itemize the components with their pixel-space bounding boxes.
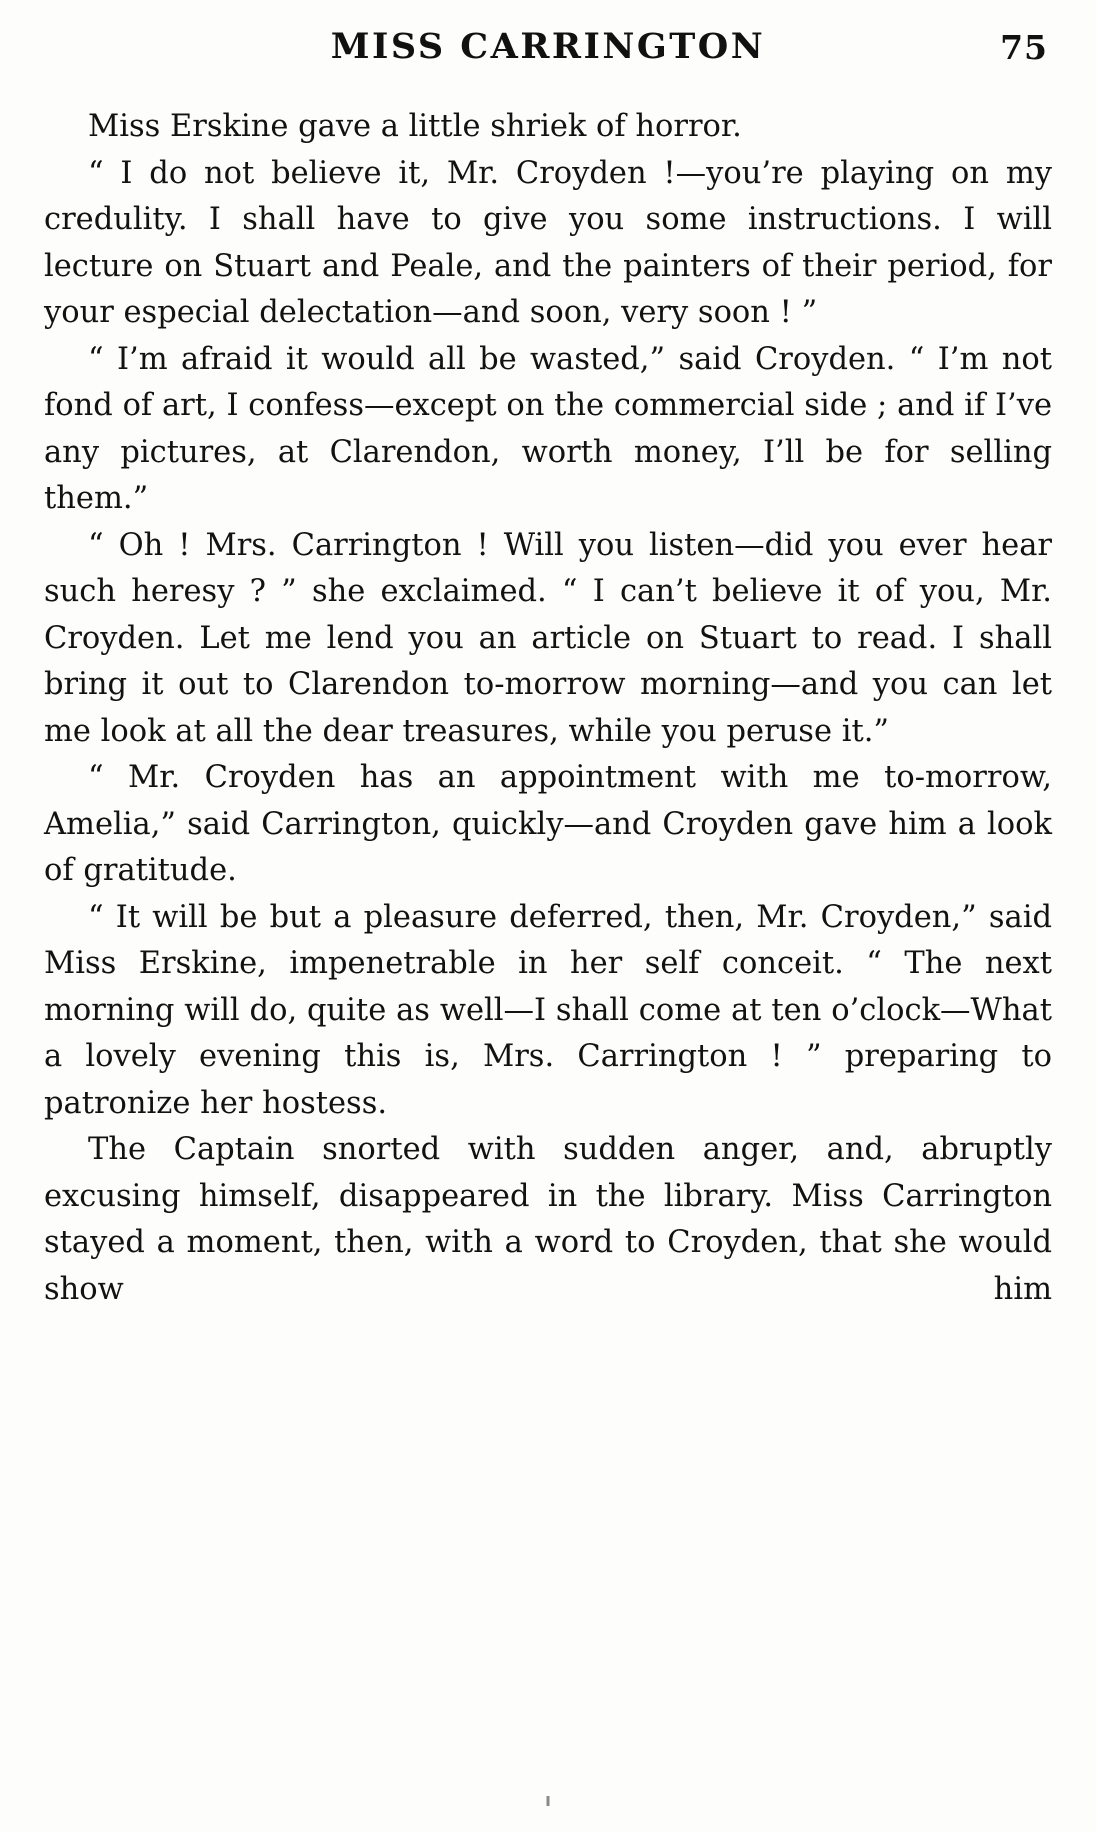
paragraph: “ I do not believe it, Mr. Croyden !—you’re playing on my credulity. I shall have to give you some instructions. I will lecture on Stuart and Peale, and the painters of their period, for your especial delectation—and soon, very soon ! ”: [44, 155, 1052, 330]
body-text: [44, 104, 1052, 1313]
paragraph: “ Oh ! Mrs. Carrington ! Will you listen—did you ever hear such heresy ? ” she exclaimed. “ I can’t believe it of you, Mr. Croyden. Let me lend you an article on Stuart to read. I shall bring it out to Clarendon to-morrow morning—and you can let me look at all the dear treasures, while you peruse it.”: [44, 527, 1052, 749]
page-number: 75: [1000, 28, 1048, 67]
paragraph: “ Mr. Croyden has an appointment with me to-morrow, Amelia,” said Carrington, quickly—and Croyden gave him a look of gratitude.: [44, 760, 1052, 888]
paragraph: The Captain snorted with sudden anger, and, abruptly excusing himself, disappeared in the library. Miss Carrington stayed a moment, then, with a word to Croyden, that she would show him: [44, 1132, 1052, 1307]
running-title: MISS CARRINGTON: [330, 26, 766, 67]
page-header: [40, 26, 1056, 82]
paragraph: “ I’m afraid it would all be wasted,” said Croyden. “ I’m not fond of art, I confess—except on the commercial side ; and if I’ve any pictures, at Clarendon, worth money, I’ll be for selling them.”: [44, 341, 1052, 516]
paragraph: “ It will be but a pleasure deferred, then, Mr. Croyden,” said Miss Erskine, impenetrable in her self conceit. “ The next morning will do, quite as well—I shall come at ten o’clock—What a lovely evening this is, Mrs. Carrington ! ” preparing to patronize her hostess.: [44, 899, 1052, 1121]
paragraph: Miss Erskine gave a little shriek of horror.: [88, 109, 742, 144]
page-signature-mark: [547, 1796, 550, 1806]
